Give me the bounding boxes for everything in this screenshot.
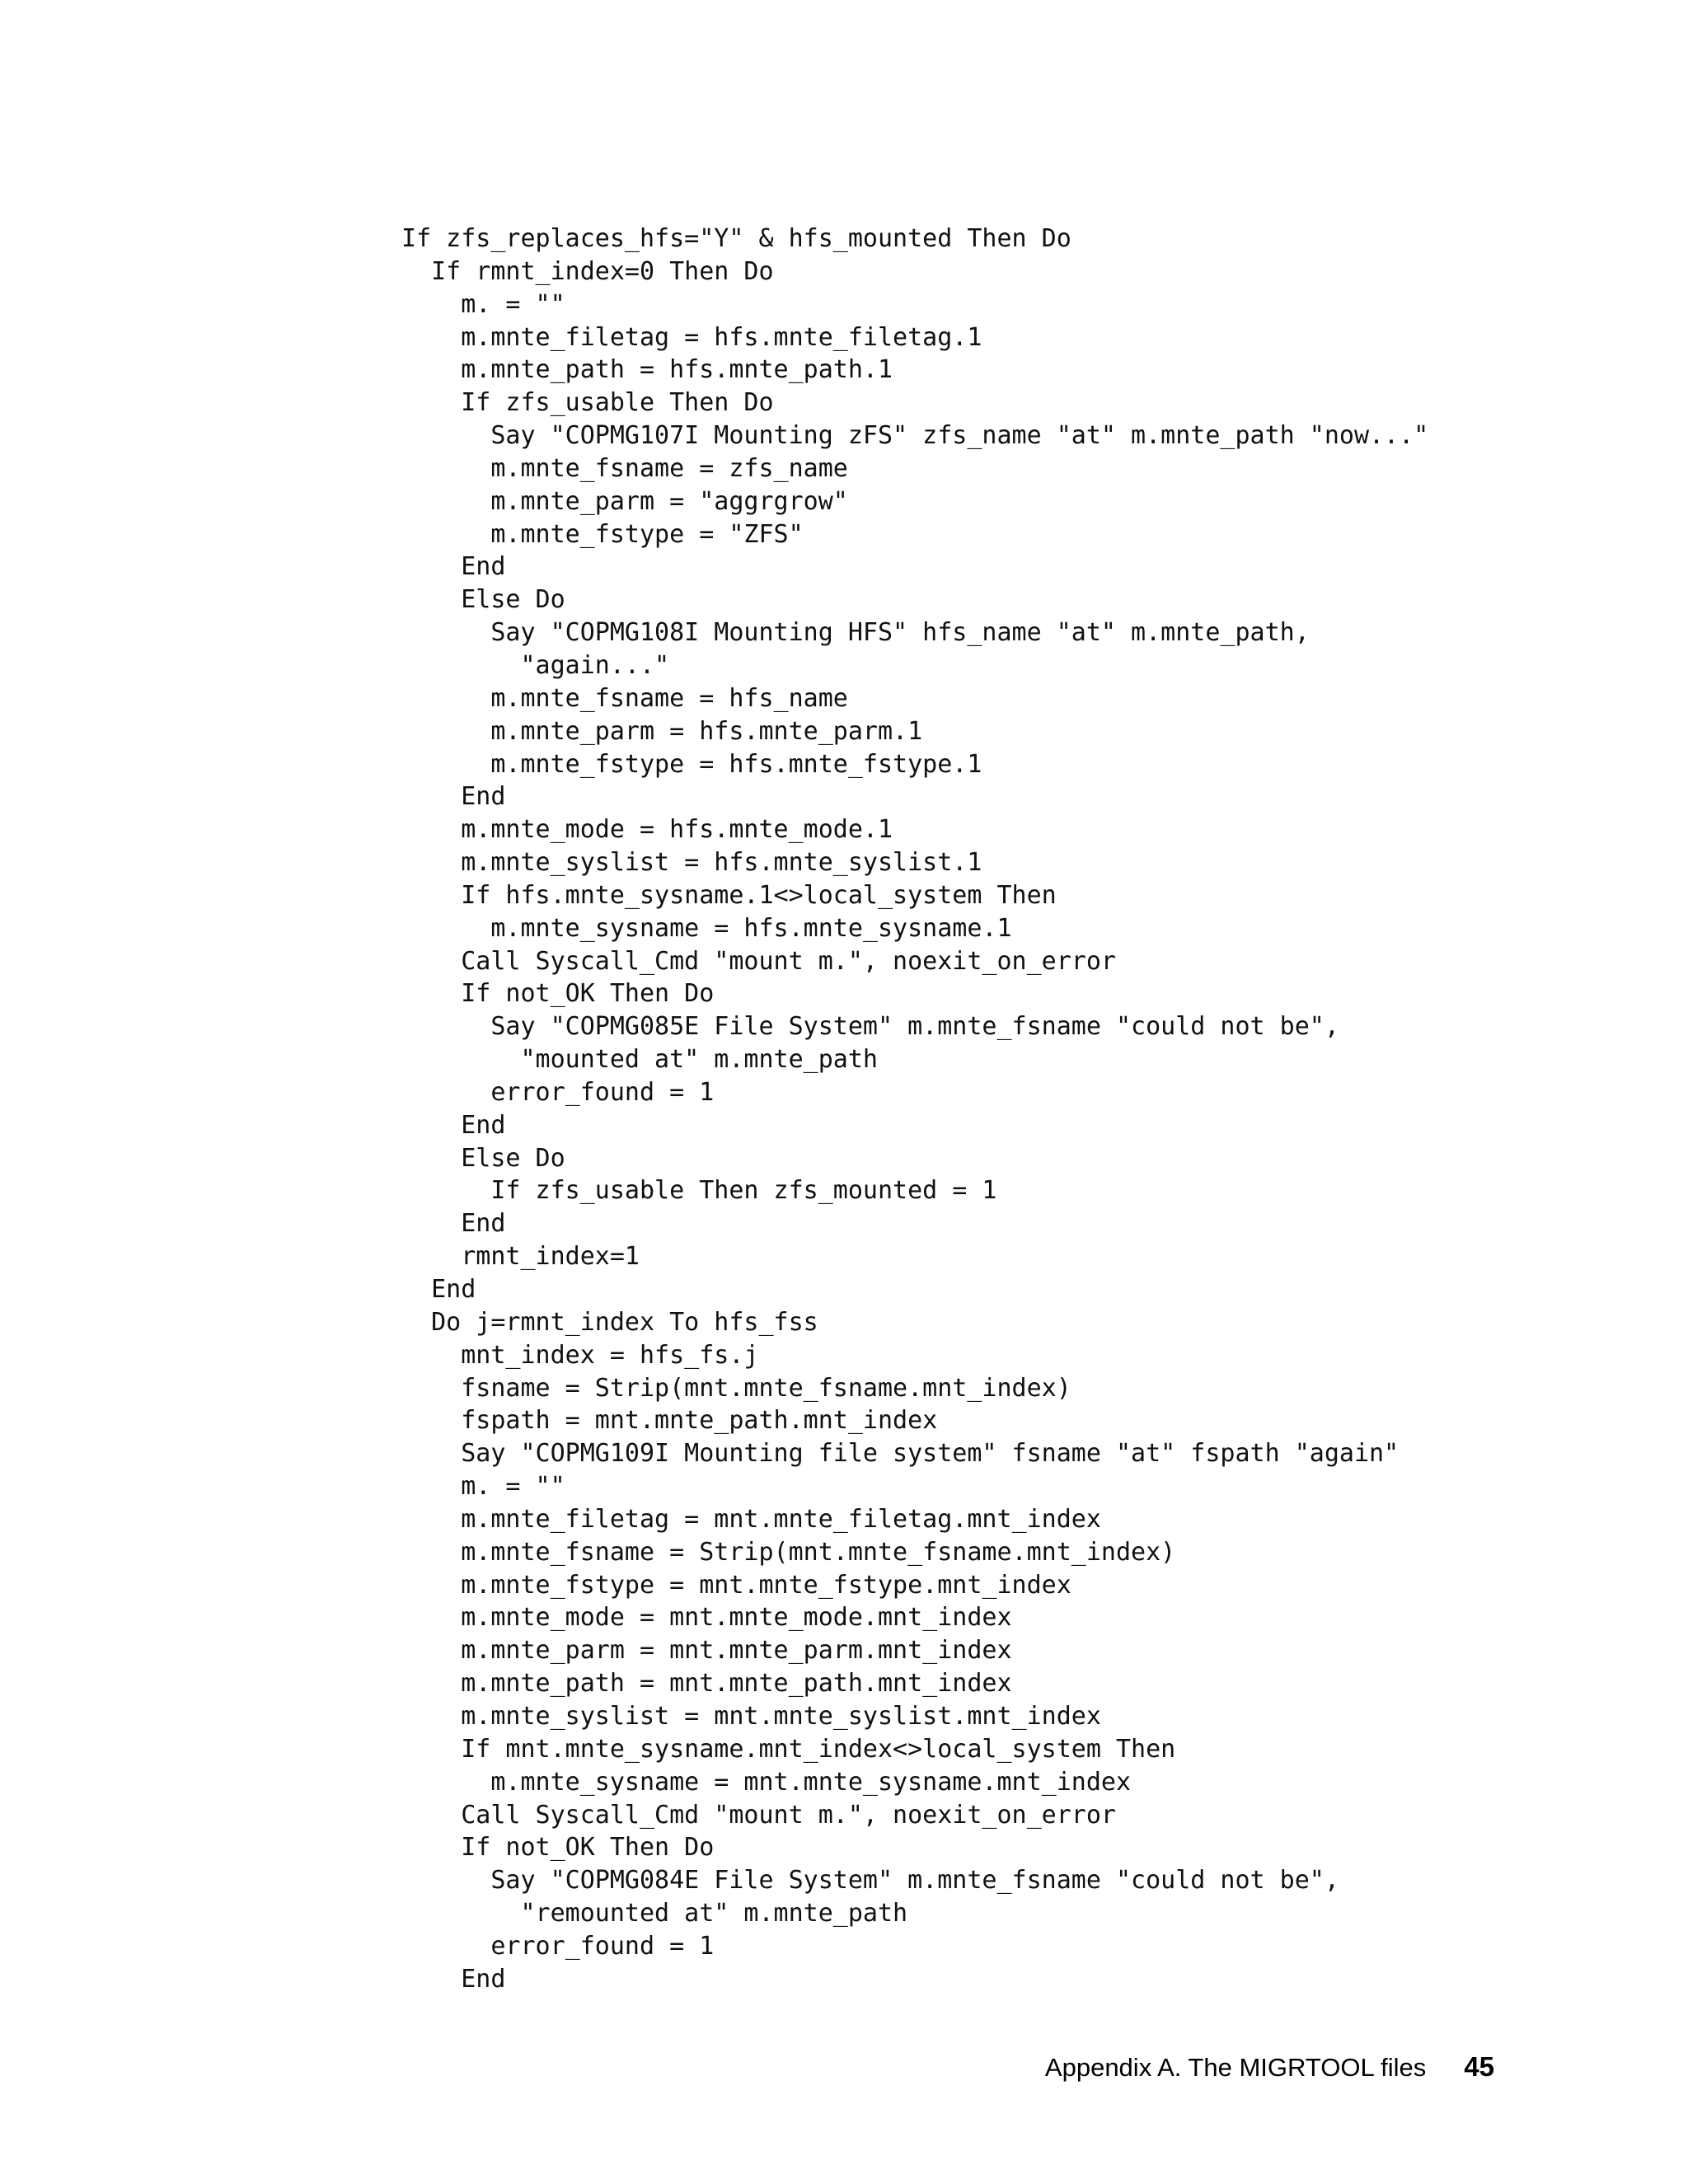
code-line: m.mnte_path = mnt.mnte_path.mnt_index — [401, 1669, 1012, 1699]
code-line: m.mnte_fsname = Strip(mnt.mnte_fsname.mnt_index) — [401, 1537, 1176, 1567]
code-line: If not_OK Then Do — [401, 1833, 715, 1863]
code-line: m.mnte_parm = "aggrgrow" — [401, 486, 848, 516]
code-line: m.mnte_sysname = hfs.mnte_sysname.1 — [401, 913, 1012, 943]
code-line: "mounted at" m.mnte_path — [401, 1045, 878, 1075]
code-line: fspath = mnt.mnte_path.mnt_index — [401, 1406, 938, 1436]
code-line: If not_OK Then Do — [401, 979, 715, 1009]
code-line: Do j=rmnt_index To hfs_fss — [401, 1307, 818, 1337]
code-line: m.mnte_fsname = zfs_name — [401, 453, 848, 483]
code-line: m.mnte_parm = hfs.mnte_parm.1 — [401, 716, 923, 746]
code-line: If rmnt_index=0 Then Do — [401, 256, 774, 286]
code-line: m.mnte_mode = hfs.mnte_mode.1 — [401, 815, 893, 845]
code-listing — [401, 223, 1572, 1996]
code-line: "again..." — [401, 650, 670, 680]
code-line: Say "COPMG109I Mounting file system" fsname "at" fspath "again" — [401, 1439, 1400, 1469]
code-line: Call Syscall_Cmd "mount m.", noexit_on_error — [401, 946, 1116, 976]
code-line: m.mnte_filetag = mnt.mnte_filetag.mnt_index — [401, 1504, 1101, 1534]
code-line: m.mnte_fstype = "ZFS" — [401, 519, 804, 549]
code-line: End — [401, 1110, 506, 1140]
code-line: m.mnte_syslist = mnt.mnte_syslist.mnt_index — [401, 1701, 1101, 1731]
code-line: m.mnte_parm = mnt.mnte_parm.mnt_index — [401, 1636, 1012, 1666]
code-line: m.mnte_fstype = mnt.mnte_fstype.mnt_index — [401, 1570, 1071, 1600]
code-line: m.mnte_filetag = hfs.mnte_filetag.1 — [401, 322, 982, 352]
code-line: Say "COPMG107I Mounting zFS" zfs_name "at" m.mnte_path "now..." — [401, 421, 1429, 451]
code-line: If zfs_replaces_hfs="Y" & hfs_mounted Then Do — [401, 224, 1071, 253]
code-line: rmnt_index=1 — [401, 1242, 640, 1272]
code-line: m.mnte_path = hfs.mnte_path.1 — [401, 355, 893, 385]
code-line: "remounted at" m.mnte_path — [401, 1899, 908, 1929]
code-line: If zfs_usable Then Do — [401, 388, 774, 418]
code-line: m.mnte_fstype = hfs.mnte_fstype.1 — [401, 749, 982, 779]
code-line: End — [401, 552, 506, 582]
code-line: Else Do — [401, 585, 565, 615]
code-line: fsname = Strip(mnt.mnte_fsname.mnt_index) — [401, 1373, 1071, 1403]
code-line: If hfs.mnte_sysname.1<>local_system Then — [401, 880, 1057, 910]
code-line: mnt_index = hfs_fs.j — [401, 1340, 759, 1370]
code-line: error_found = 1 — [401, 1077, 715, 1107]
code-line: m.mnte_mode = mnt.mnte_mode.mnt_index — [401, 1603, 1012, 1633]
code-line: Say "COPMG108I Mounting HFS" hfs_name "at" m.mnte_path, — [401, 618, 1310, 648]
code-line: If zfs_usable Then zfs_mounted = 1 — [401, 1176, 997, 1206]
code-line: End — [401, 1275, 476, 1304]
code-line: Say "COPMG084E File System" m.mnte_fsname "could not be", — [401, 1866, 1339, 1896]
code-line: Else Do — [401, 1143, 565, 1173]
code-line: m. = "" — [401, 289, 565, 319]
code-line: End — [401, 1964, 506, 1994]
code-line: End — [401, 1209, 506, 1239]
code-line: m.mnte_syslist = hfs.mnte_syslist.1 — [401, 848, 982, 878]
code-line: Call Syscall_Cmd "mount m.", noexit_on_error — [401, 1800, 1116, 1830]
code-line: m.mnte_sysname = mnt.mnte_sysname.mnt_index — [401, 1767, 1132, 1797]
page-number: 45 — [1464, 2051, 1494, 2082]
code-line: If mnt.mnte_sysname.mnt_index<>local_system Then — [401, 1734, 1176, 1764]
code-line: End — [401, 782, 506, 812]
code-line: m.mnte_fsname = hfs_name — [401, 683, 848, 713]
page-footer — [1045, 2047, 1494, 2087]
code-line: m. = "" — [401, 1472, 565, 1502]
footer-chapter-title: Appendix A. The MIGRTOOL files — [1044, 2053, 1427, 2082]
code-line: Say "COPMG085E File System" m.mnte_fsname "could not be", — [401, 1012, 1339, 1042]
code-line: error_found = 1 — [401, 1931, 715, 1961]
